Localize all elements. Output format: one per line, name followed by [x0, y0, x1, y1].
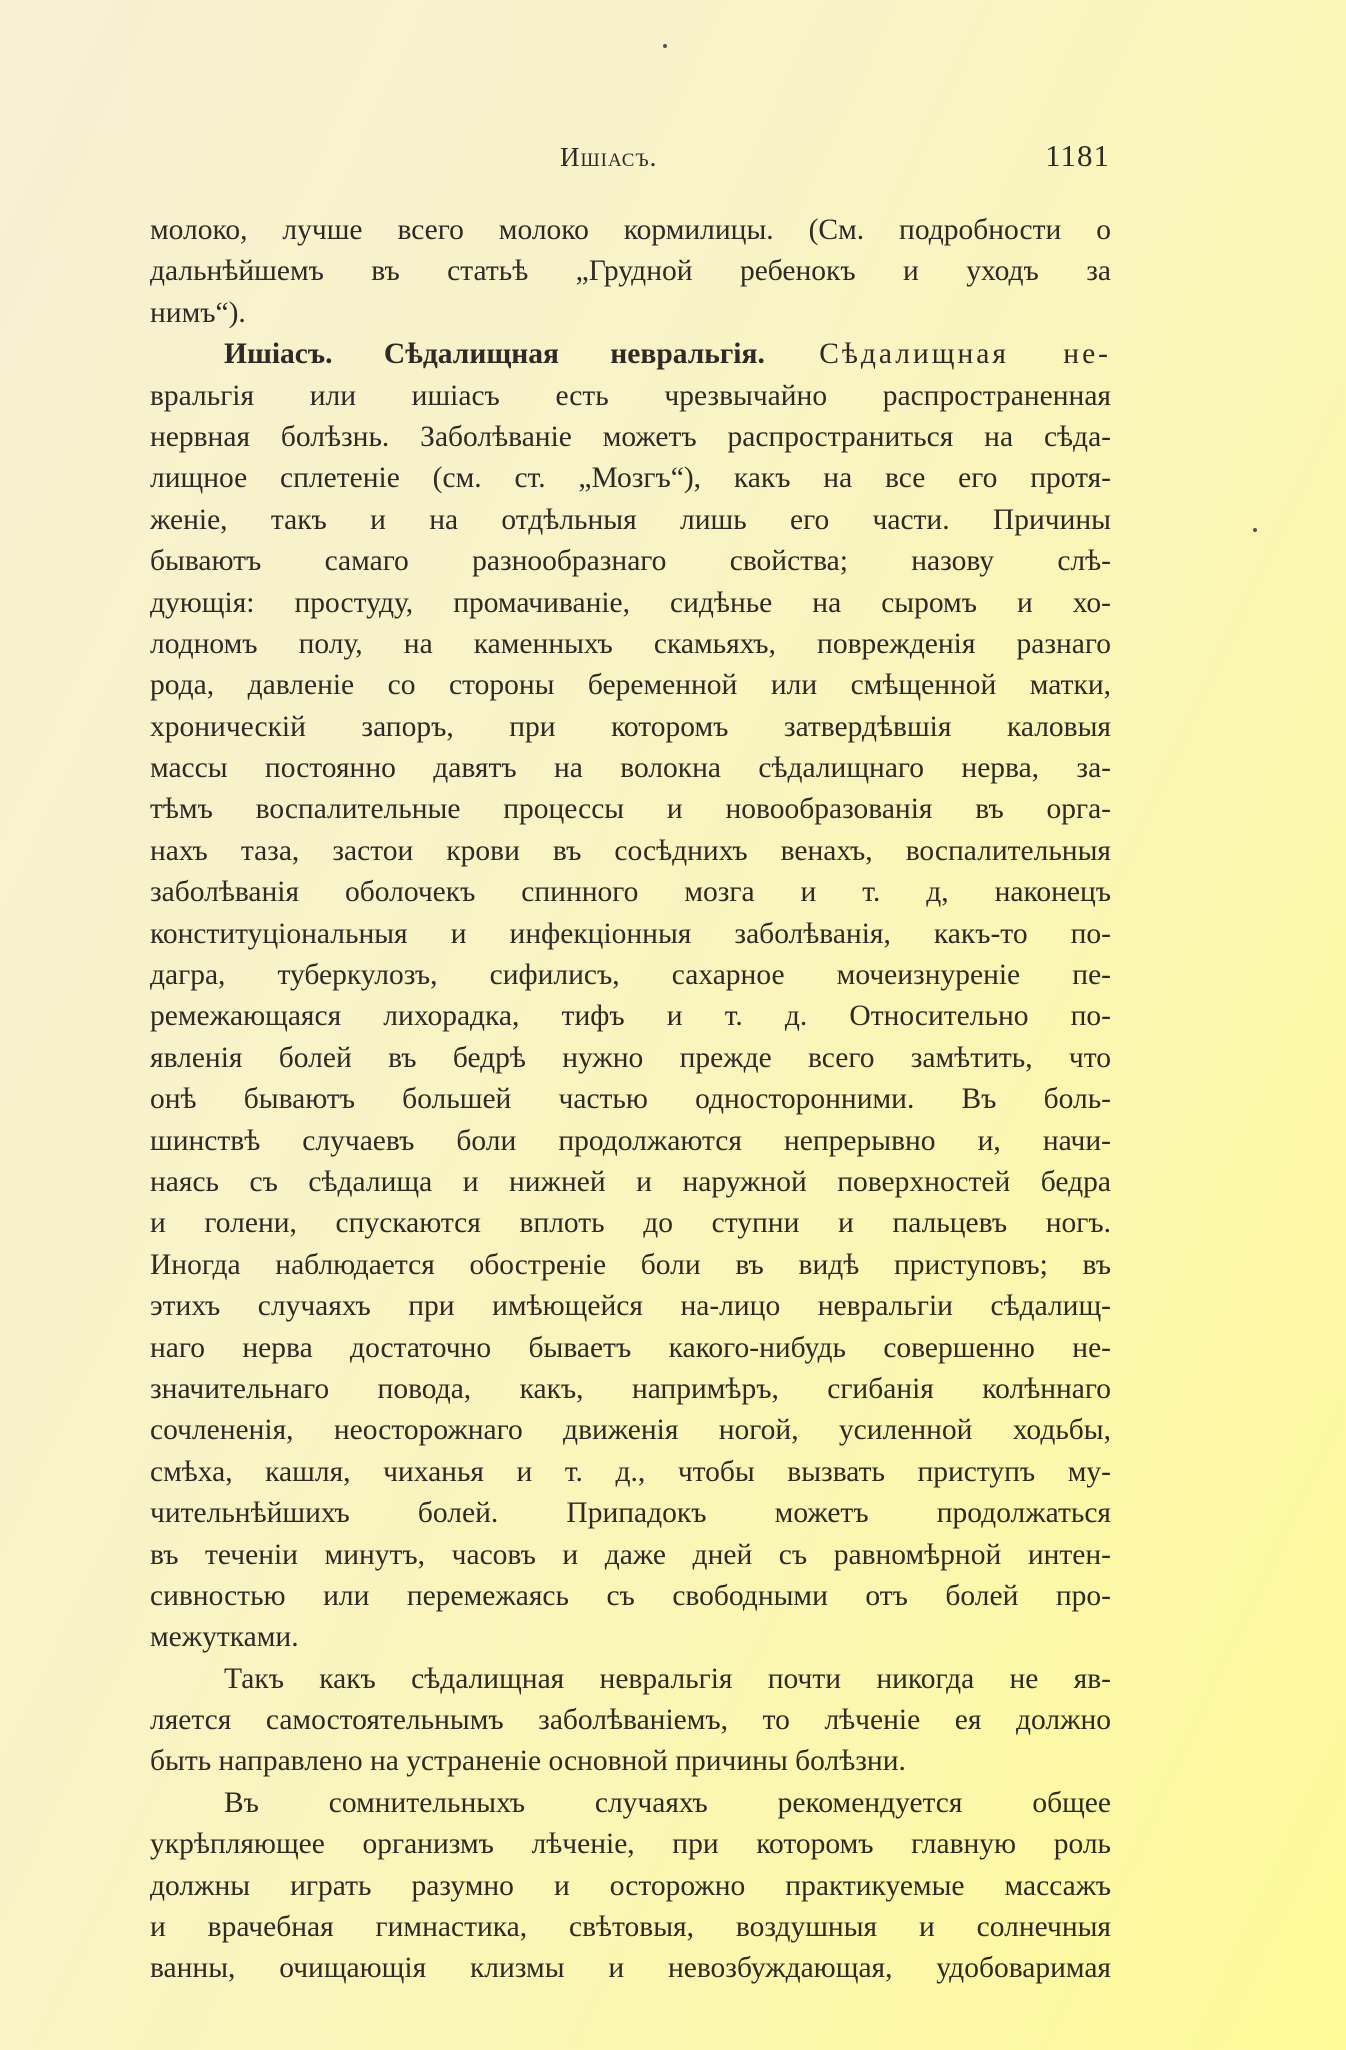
text-line: наго нерва достаточно бываетъ какого-нибудь совершенно не- — [150, 1331, 1111, 1364]
text-line: ляется самостоятельнымъ заболѣваніемъ, то лѣченіе ея должно — [150, 1704, 1111, 1737]
text-line: и голени, спускаются вплоть до ступни и пальцевъ ногъ. — [150, 1207, 1111, 1240]
text-line: тѣмъ воспалительные процессы и новообразованія въ орга- — [150, 793, 1111, 826]
text-line: Иногда наблюдается обостреніе боли въ видѣ приступовъ; въ — [150, 1248, 1111, 1281]
text-line: быть направлено на устраненіе основной причины болѣзни. — [150, 1745, 906, 1778]
text-line: хроническій запоръ, при которомъ затвердѣвшія каловыя — [150, 710, 1111, 743]
text-line: значительнаго повода, какъ, напримѣръ, сгибанія колѣннаго — [150, 1372, 1111, 1405]
text-line: Въ сомнительныхъ случаяхъ рекомендуется общее — [224, 1786, 1111, 1819]
text-line: явленія болей въ бедрѣ нужно прежде всего замѣтить, что — [150, 1041, 1111, 1074]
section-heading: Ишіасъ. Сѣдалищная невральгія. — [224, 338, 765, 371]
text-line: нервная болѣзнь. Заболѣваніе можетъ распространиться на сѣда- — [150, 420, 1111, 453]
text-line: бываютъ самаго разнообразнаго свойства; назову слѣ- — [150, 545, 1111, 578]
running-head: Ишіасъ. — [560, 142, 658, 172]
text-line: въ теченіи минутъ, часовъ и даже дней съ равномѣрной интен- — [150, 1538, 1111, 1571]
text-line: и врачебная гимнастика, свѣтовыя, воздушныя и солнечныя — [150, 1911, 1111, 1944]
text-line: этихъ случаяхъ при имѣющейся на-лицо невральгіи сѣдалищ- — [150, 1290, 1111, 1323]
text-line: укрѣпляющее организмъ лѣченіе, при которомъ главную роль — [150, 1828, 1111, 1861]
text-line: дующія: простуду, промачиваніе, сидѣнье на сыромъ и хо- — [150, 586, 1111, 619]
text-line: вральгія или ишіасъ есть чрезвычайно распространенная — [150, 379, 1111, 412]
text-line: онѣ бываютъ большей частью односторонними. Въ боль- — [150, 1083, 1111, 1116]
text-line: ремежающаяся лихорадка, тифъ и т. д. Относительно по- — [150, 1000, 1111, 1033]
text-line: нахъ таза, застои крови въ сосѣднихъ венахъ, воспалительныя — [150, 834, 1111, 867]
ink-speck — [663, 44, 667, 48]
ink-speck — [1253, 528, 1257, 532]
text-line: сочлененія, неосторожнаго движенія ногой, усиленной ходьбы, — [150, 1414, 1111, 1447]
text-line: смѣха, кашля, чиханья и т. д., чтобы вызвать приступъ му- — [150, 1455, 1111, 1488]
text-line: молоко, лучше всего молоко кормилицы. (См. подробности о — [150, 214, 1111, 246]
section-heading-line — [150, 334, 1111, 375]
text-run: Сѣдалищная не- — [764, 338, 1111, 371]
text-line: конституціональныя и инфекціонныя заболѣванія, какъ-то по- — [150, 917, 1111, 950]
text-line: нимъ“). — [150, 296, 246, 329]
text-line: межутками. — [150, 1621, 299, 1654]
text-line: наясь съ сѣдалища и нижней и наружной поверхностей бедра — [150, 1165, 1111, 1198]
text-line: заболѣванія оболочекъ спинного мозга и т. д, наконецъ — [150, 876, 1111, 909]
text-line: шинствѣ случаевъ боли продолжаются непрерывно и, начи- — [150, 1124, 1111, 1157]
text-line: Такъ какъ сѣдалищная невральгія почти никогда не яв- — [224, 1662, 1111, 1695]
text-line: лодномъ полу, на каменныхъ скамьяхъ, поврежденія разнаго — [150, 627, 1111, 660]
text-line: дальнѣйшемъ въ статьѣ „Грудной ребенокъ и уходъ за — [150, 255, 1111, 288]
text-line: сивностью или перемежаясь съ свободными отъ болей про- — [150, 1579, 1111, 1612]
page-number: 1181 — [1045, 138, 1110, 173]
text-line: женіе, такъ и на отдѣльныя лишь его части. Причины — [150, 503, 1111, 536]
body-text — [150, 210, 1111, 1990]
text-line: лищное сплетеніе (см. ст. „Мозгъ“), какъ на все его протя- — [150, 462, 1111, 495]
text-line: ванны, очищающія клизмы и невозбуждающая, удобоваримая — [150, 1952, 1111, 1985]
text-line: рода, давленіе со стороны беременной или смѣщенной матки, — [150, 669, 1111, 702]
text-line: чительнѣйшихъ болей. Припадокъ можетъ продолжаться — [150, 1497, 1111, 1530]
page-header — [150, 138, 1110, 182]
text-line: массы постоянно давятъ на волокна сѣдалищнаго нерва, за- — [150, 752, 1111, 785]
text-line: дагра, туберкулозъ, сифилисъ, сахарное мочеизнуреніе пе- — [150, 959, 1111, 992]
text-line: должны играть разумно и осторожно практикуемые массажъ — [150, 1869, 1111, 1902]
